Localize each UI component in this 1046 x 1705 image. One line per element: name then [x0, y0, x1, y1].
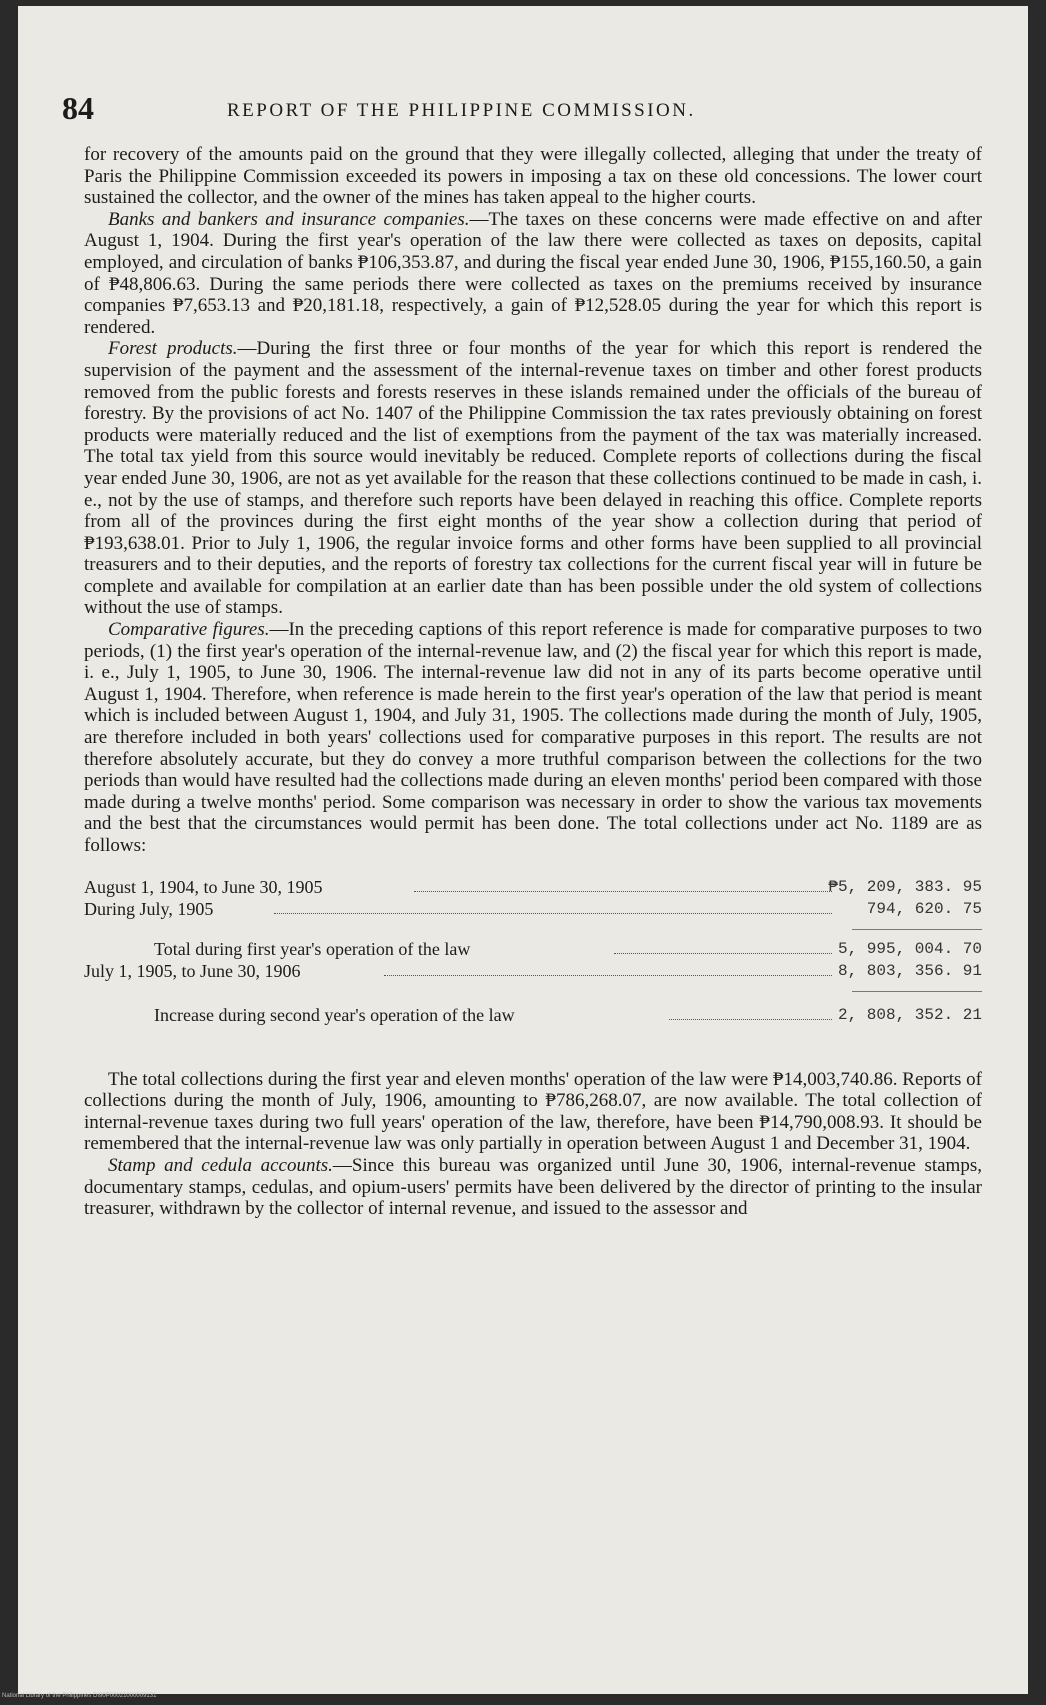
page-header — [62, 90, 982, 130]
row-label: Increase during second year's operation of the law — [154, 1004, 515, 1025]
leader-dots — [384, 975, 832, 976]
row-amount: ₱5, 209, 383. 95 — [828, 877, 982, 896]
leader-dots — [614, 953, 832, 954]
paragraph-heading: Forest products. — [108, 338, 238, 360]
paragraph-total-collections: The total collections during the first year and eleven months' operation of the law were ₱14,003,740.86. Reports of collections during the month of July, 1906, amounting to ₱786,268.07, are now available. The total collection of internal-revenue taxes during two full years' operation of the law, therefore, have been ₱14,790,008.93. It should be remembered that the internal-revenue law was only partially in operation between August 1 and December 31, 1904. — [84, 1068, 982, 1155]
leader-dots — [669, 1019, 832, 1020]
row-amount: 794, 620. 75 — [866, 899, 982, 918]
row-amount: 8, 803, 356. 91 — [837, 961, 982, 980]
paragraph-heading: Stamp and cedula accounts. — [108, 1154, 333, 1176]
paragraph-continuation: for recovery of the amounts paid on the ground that they were illegally collected, alleging that under the treaty of Paris the Philippine Commission exceeded its powers in imposing a tax on these old concessions. The lower court sustained the collector, and the owner of the mines has taken appeal to the higher courts. — [84, 144, 982, 209]
paragraph-banks — [84, 209, 982, 339]
row-label: During July, 1905 — [84, 898, 214, 919]
row-amount: 2, 808, 352. 21 — [837, 1005, 982, 1024]
paragraph-forest-products — [84, 338, 982, 619]
sum-rule — [852, 929, 982, 930]
paragraph-heading: Comparative figures. — [108, 619, 270, 641]
document-page — [18, 6, 1028, 1694]
body-text — [84, 144, 982, 1220]
paragraph-text: —Since this bureau was organized until June 30, 1906, internal-revenue stamps, documentary stamps, cedulas, and opium-users' permits have been delivered by the director of printing to the insular treasurer, withdrawn by the collector of internal revenue, and issued to the assessor and — [84, 1154, 982, 1220]
table-row — [84, 961, 982, 983]
row-label: Total during first year's operation of the law — [154, 938, 471, 959]
table-row — [84, 1005, 982, 1027]
table-row — [84, 877, 982, 899]
row-label: August 1, 1904, to June 30, 1905 — [84, 876, 323, 897]
paragraph-comparative-figures — [84, 619, 982, 857]
table-row — [84, 899, 982, 921]
row-amount: 5, 995, 004. 70 — [837, 939, 982, 958]
scan-footer: National Library of the Philippines DI90P00021000009131 — [2, 1693, 157, 1699]
paragraph-text: —In the preceding captions of this report reference is made for comparative purposes to two periods, (1) the first year's operation of the internal-revenue law, and (2) the fiscal year for which this report is made, i. e., July 1, 1905, to June 30, 1906. The internal-revenue law did not in any of its parts become operative until August 1, 1904. Therefore, when reference is made herein to the first year's operation of the law that period is meant which is included between August 1, 1904, and July 31, 1905. The collections made during the month of July, 1905, are therefore included in both years' collections used for comparative purposes in this report. The results are not therefore absolutely accurate, but they do convey a more truthful comparison between the collections for the two periods than would have resulted had the collections made during an eleven months' period been compared with those made during a twelve months' period. Some comparison was necessary in order to show the various tax movements and the best that the circumstances would permit has been done. The total collections under act No. 1189 are as follows: — [84, 619, 982, 856]
running-title: REPORT OF THE PHILIPPINE COMMISSION. — [227, 100, 696, 121]
leader-dots — [414, 891, 832, 892]
collections-table — [84, 877, 982, 1047]
leader-dots — [274, 913, 832, 914]
paragraph-text: —The taxes on these concerns were made effective on and after August 1, 1904. During the first year's operation of the law there were collected as taxes on deposits, capital employed, and circulation of banks ₱106,353.87, and during the fiscal year ended June 30, 1906, ₱155,160.50, a gain of ₱48,806.63. During the same periods there were collected as taxes on the premiums received by insurance companies ₱7,653.13 and ₱20,181.18, respectively, a gain of ₱12,528.05 during the year for which this report is rendered. — [84, 208, 983, 338]
paragraph-heading: Banks and bankers and insurance companies. — [108, 208, 470, 230]
paragraph-stamp-accounts — [84, 1155, 982, 1220]
sum-rule — [852, 991, 982, 992]
table-row — [84, 939, 982, 961]
page-number: 84 — [62, 90, 94, 126]
row-label: July 1, 1905, to June 30, 1906 — [84, 960, 301, 981]
paragraph-text: —During the first three or four months of the year for which this report is rendered the supervision of the payment and the assessment of the internal-revenue taxes on timber and other forest products removed from the public forests and forests reserves in these islands remained under the officials of the bureau of forestry. By the provisions of act No. 1407 of the Philippine Commission the tax rates previously obtaining on forest products were materially reduced and the list of exemptions from the payment of the tax was materially increased. The total tax yield from this source would inevitably be reduced. Complete reports of collections during the fiscal year ended June 30, 1906, are not as yet available for the reason that these collections continued to be made in cash, i. e., not by the use of stamps, and therefore such reports have been delayed in reaching this office. Complete reports from all of the provinces during the first eight months of the year show a collection during that period of ₱193,638.01. Prior to July 1, 1906, the regular invoice forms and other forms have been supplied to all provincial treasurers and to their deputies, and the reports of forestry tax collections for the current fiscal year will in future be complete and available for compilation at an earlier date than has been possible under the old system of collections without the use of stamps. — [84, 338, 982, 619]
